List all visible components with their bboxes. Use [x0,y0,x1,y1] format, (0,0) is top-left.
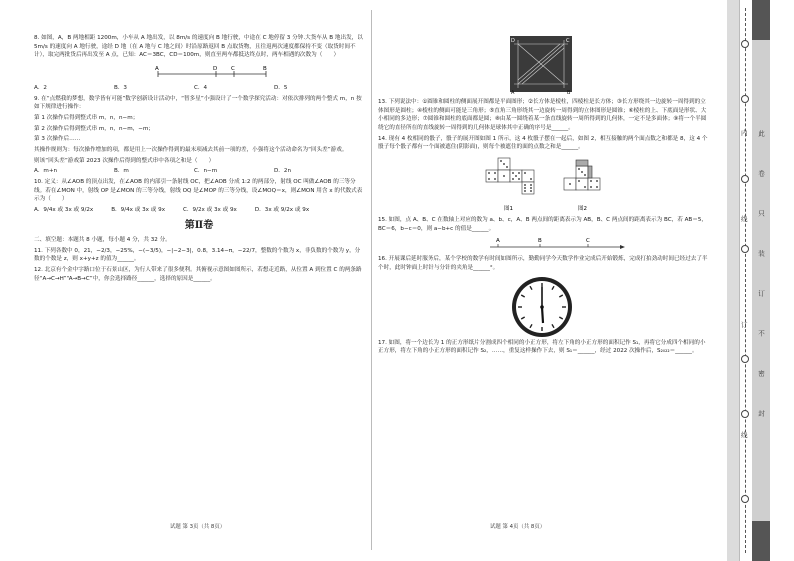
numline-label-a: A [496,238,500,245]
figure-1-caption: 图1 [504,205,513,212]
left-page [34,34,364,285]
q10-options [34,206,364,215]
right-footer: 试题 第 4页（共 8页） [490,524,546,530]
q12-map-figure [378,34,708,98]
q9-options [34,167,364,176]
binding-field-label: 订 [741,321,748,329]
binding-hole [741,410,749,418]
label-c: C [231,65,235,72]
q9-option-d: D．2n [274,168,292,175]
q9-option-a: A．m+n [34,168,58,175]
q8-options [34,84,364,93]
q10-option-a: A．9/4x 或 3x 或 9/2x [34,206,94,213]
question-13: 13. 下列说法中：①圆锥和圆柱的侧面展开图都是平面图形；②长方体是棱柱，四棱柱是长方体；③长方形绕其一边旋转一周得到的立体图形是圆柱；④棱柱的侧面可能是三角形；⑤直角三角形绕其一边旋转一周得到的立体图形是圆锥；⑥棱柱的上、下底面是形状、大小相同的多边形；⑦圆锥和圆柱的底面都是圆；⑧由某一圆绕着某一条直线旋转一周所得到的几何体，一定不是多面体；⑨将一个半圆绕它的直径所在的直线旋转一周得到的几何体是球体其中正确的序号是______。 [378,99,707,131]
map-label-a: A [511,90,515,96]
q9-step-3: 第 3 次操作后…… [34,136,81,143]
section-title-part-2: 第Ⅱ卷 [184,219,214,231]
question-8-text: 8. 如图，A，B 两地相距 1200m，小车从 A 地出发，以 8m/s 的速度向 B 地行驶，中途在 C 地停留 3 分钟.大货车从 B 地出发，以 5m/s 的速度向 A 地行驶，途经 D 地（在 A 地与 C 地之间）时沿原路返回 B 点取货物，且往返两次速度都保持不变（取货时间不计），取完两批货后再出发至 A 点，已知：AC＝3BC，CD＝100m，则直至两车都抵达终点时，两车相遇的次数为（ ） [34,35,363,59]
question-12: 12. 北京有个金中字路口位于石景山区，为行人带来了很多便利。其俯视示意图如图所示，若想走近路，从位置 A 到位置 C 的两条路径“A→C→H”“A→B→C”中，你会选择路径______，选择的原因是______。 [34,266,362,282]
q8-option-b: B．3 [114,84,127,91]
binding-cap-top [752,0,770,40]
question-14: 14. 现有 4 枚相同的骰子，骰子的展开图如图 1 所示，这 4 枚骰子摆在一起后，如图 2，相互接触的两个面点数之和都是 8，这 4 个骰子每个骰子都有一个面被遮住(阴影面)，则每个被遮住的面的点数之和是______。 [378,135,708,151]
binding-warning-char: 卷 [757,170,765,177]
label-b: B [263,65,267,72]
binding-warning-char: 订 [757,290,765,297]
map-label-c: C [566,38,570,44]
q9-rule: 其操作规则为：每次操作增加的项，都是用上一次操作得到的最末项减去其前一项的差，小强将这个活动命名为“回头差”游戏。 [34,146,348,153]
numline-label-c: C [586,238,590,245]
binding-field-label: 内 [741,129,748,137]
dice-diagram [478,154,628,214]
binding-hole [741,495,749,503]
q8-option-a: A．2 [34,84,47,91]
q9-option-b: B．m [114,168,129,175]
binding-strip-shade [727,0,739,561]
q10-option-b: B．9/4x 或 3x 或 9x [111,206,166,213]
question-9-intro: 9. 在“点燃我的梦想，数学皆有可能”数学创新设计活动中，“智多星”小强设计了一个数学探究活动：对依次排列的两个整式 m，n 按如下规律进行操作： [34,95,362,111]
q9-option-c: C．n−m [194,168,218,175]
cut-line [745,8,746,553]
section-intro: 二、填空题：本题共 8 小题，每小题 4 分，共 32 分。 [34,237,171,243]
binding-hole [741,175,749,183]
q10-option-c: C．9/2x 或 3x 或 9x [183,206,237,213]
segment-figure [154,62,274,84]
binding-field-label: 线 [741,215,748,223]
binding-warning-char: 密 [757,370,765,377]
q8-line-diagram [34,62,364,84]
crossroad-diagram [508,34,578,96]
q9-step-1: 第 1 次操作后得到整式串 m，n，n−m； [34,114,139,121]
dice-figures [378,154,708,216]
binding-warning-char: 此 [757,130,765,137]
number-line-figure [378,235,708,255]
right-page [378,34,708,358]
binding-hole [741,95,749,103]
binding-hole [741,355,749,363]
binding-field-label: 线 [741,431,748,439]
question-15: 15. 如图，点 A、B、C 在数轴上对应的数为 a、b、c，A、B 两点间的距离表示为 AB，B、C 两点间的距离表示为 BC，若 AB＝5，BC＝6，b−c＝0，则 a−b+c 的值是______。 [378,216,707,232]
q8-option-c: C．4 [194,84,208,91]
question-10-text: 10. 定义：从∠AOB 的顶点出发，在∠AOB 的内部引一条射线 OC，把∠AOB 分成 1:2 的两部分，射线 OC 叫做∠AOB 的三等分线。若在∠MON 中，射线 OP 是∠MON 的三等分线，射线 OQ 是∠MOP 的三等分线，设∠MOQ＝x，则∠MON 用含 x 的代数式表示为（ ） [34,178,363,203]
clock-figure [378,275,708,339]
q9-question: 则该“回头差”游戏第 2023 次操作后得到的整式串中各项之和是（ ） [34,157,215,164]
q10-option-d: D．3x 或 9/2x 或 9x [254,206,310,213]
figure-2-caption: 图2 [578,205,587,212]
binding-warning-char: 封 [757,410,765,417]
label-d: D [213,65,218,72]
map-label-d: D [511,38,515,44]
question-16: 16. 开展课后延时服务后，某个学校的数学有时间如图所示，勤勤同学今天数学作业完成后开始锻炼，完成打拍劲动时间已经过去了半个时，此时钟面上时针与分针的夹角是______°。 [378,256,708,271]
binding-warning-char: 不 [757,330,765,337]
number-line [488,235,628,255]
binding-hole [741,40,749,48]
binding-warning-char: 装 [757,250,765,257]
question-17: 17. 如图，将一个边长为 1 的正方形纸片分割成四个相同的小正方形，将左下角的小正方形的面积记作 S₁，再将它分成四个相同的小正方形，将左下角的小正方形的面积记作 S₂，……，重复这样操作下去，则 S₁＝______，经过 2022 次操作后，S₂₀₂₂＝______。 [378,339,706,355]
binding-warning-char: 只 [757,210,765,217]
numline-label-b: B [538,238,542,245]
column-divider [371,10,372,550]
left-footer: 试题 第 3页（共 8页） [170,524,226,530]
map-label-b: B [567,90,571,96]
q9-step-2: 第 2 次操作后得到整式串 m，n，n−m，−m； [34,125,155,132]
q8-option-d: D．5 [274,84,288,91]
binding-hole [741,245,749,253]
binding-cap-bottom [752,521,770,561]
question-11: 11. 下列各数中 0，21，−2/3，−25%，−(−3/5)，−|−2−3|，0.8̇，3.14−π，−22/7，整数的个数为 x，非负数的个数为 y，分数的个数是 z，则 x+y+z 的值为______。 [34,247,361,263]
label-a: A [155,65,159,72]
clock-face [510,275,574,339]
